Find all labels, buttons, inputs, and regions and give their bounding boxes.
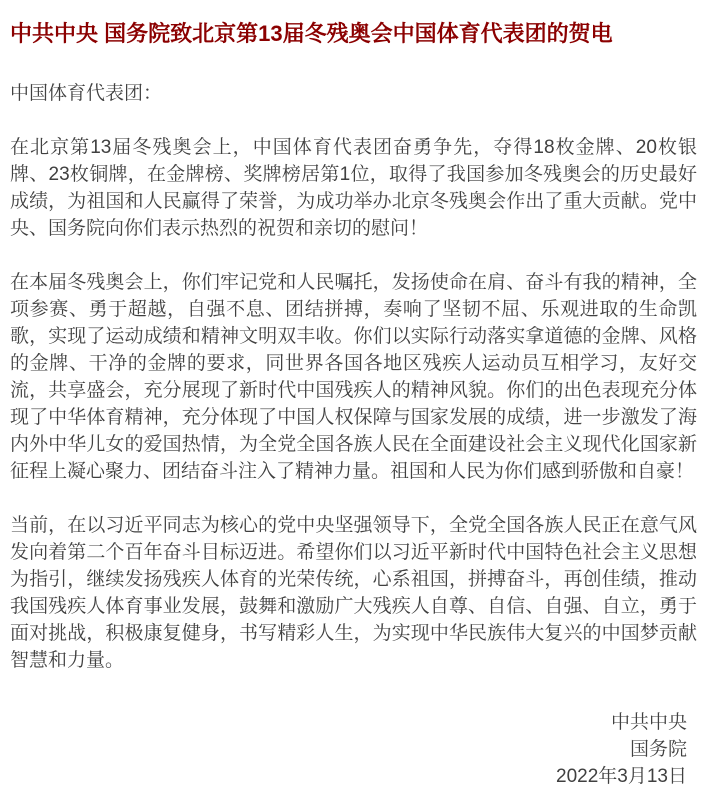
signature-sender-central-committee: 中共中央 [610,712,687,734]
salutation: 中国体育代表团： [10,83,163,105]
signature-block [10,709,697,790]
signature-date: 2022年3月13日 [556,766,687,788]
article-page [0,22,708,790]
article-title: 中共中央 国务院致北京第13届冬残奥会中国体育代表团的贺电 [10,21,613,46]
paragraph-1: 在北京第13届冬残奥会上，中国体育代表团奋勇争先，夺得18枚金牌、20枚银牌、23枚铜牌，在金牌榜、奖牌榜居第1位，取得了我国参加冬残奥会的历史最好成绩，为祖国和人民赢得了荣誉，为成功举办北京冬残奥会作出了重大贡献。党中央、国务院向你们表示热烈的祝贺和亲切的慰问！ [10,137,697,240]
paragraph-3: 当前，在以习近平同志为核心的党中央坚强领导下，全党全国各族人民正在意气风发向着第二个百年奋斗目标迈进。希望你们以习近平新时代中国特色社会主义思想为指引，继续发扬残疾人体育的光荣传统，心系祖国，拼搏奋斗，再创佳绩，推动我国残疾人体育事业发展，鼓舞和激励广大残疾人自尊、自信、自强、自立，勇于面对挑战，积极康复健身，书写精彩人生，为实现中华民族伟大复兴的中国梦贡献智慧和力量。 [10,515,697,672]
signature-sender-state-council: 国务院 [629,739,687,761]
paragraph-2: 在本届冬残奥会上，你们牢记党和人民嘱托，发扬使命在肩、奋斗有我的精神，全项参赛、勇于超越，自强不息、团结拼搏，奏响了坚韧不屈、乐观进取的生命凯歌，实现了运动成绩和精神文明双丰收。你们以实际行动落实拿道德的金牌、风格的金牌、干净的金牌的要求，同世界各国各地区残疾人运动员互相学习，友好交流，共享盛会，充分展现了新时代中国残疾人的精神风貌。你们的出色表现充分体现了中华体育精神，充分体现了中国人权保障与国家发展的成绩，进一步激发了海内外中华儿女的爱国热情，为全党全国各族人民在全面建设社会主义现代化国家新征程上凝心聚力、团结奋斗注入了精神力量。祖国和人民为你们感到骄傲和自豪！ [10,272,697,483]
